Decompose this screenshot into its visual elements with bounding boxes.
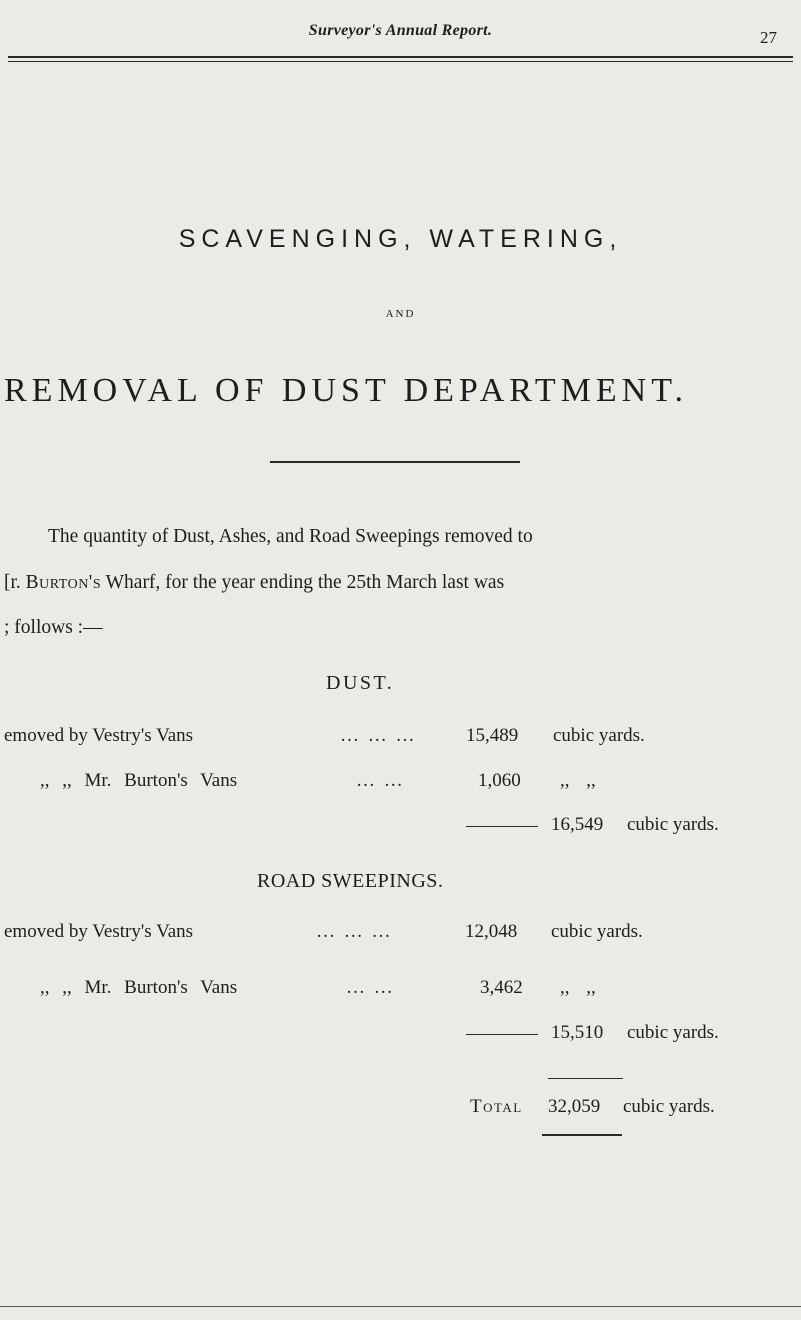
intro-line-3: ; follows :— [4, 617, 103, 638]
dust-row-1-dots: … … … [340, 725, 417, 746]
page-bottom-edge [0, 1306, 801, 1307]
dust-row-1-amount: 15,489 [466, 725, 519, 746]
dust-heading: DUST. [326, 672, 395, 694]
total-label: Total [470, 1096, 523, 1117]
dust-subtotal-rule [466, 826, 538, 827]
dust-subtotal-unit: cubic yards. [627, 814, 719, 835]
dust-row-1-label: emoved by Vestry's Vans [4, 725, 194, 746]
sweepings-row-2-amount: 3,462 [480, 977, 523, 998]
title-conjunction: AND [385, 308, 416, 320]
total-rule-bottom [542, 1134, 622, 1136]
header-rule-bottom [8, 61, 793, 62]
sweepings-row-2-unit: ,, ,, [560, 977, 596, 998]
sweepings-row-2-dots: … … [346, 977, 395, 998]
sweepings-subtotal-rule [466, 1034, 538, 1035]
road-sweepings-heading: ROAD SWEEPINGS. [257, 870, 444, 892]
intro-line-1: The quantity of Dust, Ashes, and Road Sweepings removed to [48, 526, 533, 547]
page-number: 27 [760, 28, 777, 47]
total-unit: cubic yards. [623, 1096, 715, 1117]
sweepings-subtotal-unit: cubic yards. [627, 1022, 719, 1043]
dust-subtotal-amount: 16,549 [551, 814, 604, 835]
sweepings-row-1-label: emoved by Vestry's Vans [4, 921, 194, 942]
total-amount: 32,059 [548, 1096, 601, 1117]
sweepings-row-2-label: ,, ,, Mr. Burton's Vans [40, 977, 238, 998]
dust-row-2-unit: ,, ,, [560, 770, 596, 791]
total-rule-top [548, 1078, 623, 1079]
dust-row-2-label: ,, ,, Mr. Burton's Vans [40, 770, 238, 791]
dust-row-1-unit: cubic yards. [553, 725, 645, 746]
sweepings-subtotal-amount: 15,510 [551, 1022, 604, 1043]
sweepings-row-1-dots: … … … [316, 921, 393, 942]
dust-row-2-amount: 1,060 [478, 770, 521, 791]
running-title: Surveyor's Annual Report. [308, 22, 493, 39]
intro-line-2-pre: [r. [4, 572, 26, 593]
title-divider [270, 461, 520, 463]
title-line-2: REMOVAL OF DUST DEPARTMENT. [4, 372, 688, 409]
intro-line-2-post: Wharf, for the year ending the 25th March last was [101, 572, 505, 593]
sweepings-row-1-unit: cubic yards. [551, 921, 643, 942]
intro-line-2-name: Burton's [25, 572, 102, 593]
title-line-1: SCAVENGING, WATERING, [178, 225, 623, 253]
intro-line-2 [4, 572, 504, 594]
sweepings-row-1-amount: 12,048 [465, 921, 518, 942]
dust-row-2-dots: … … [356, 770, 405, 791]
header-rule-top [8, 56, 793, 58]
